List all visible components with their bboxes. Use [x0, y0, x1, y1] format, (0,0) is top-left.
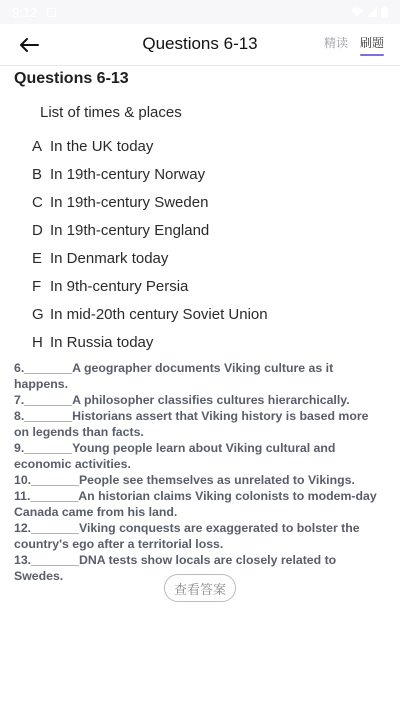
- option-item: [32, 272, 268, 300]
- tab-practice[interactable]: 刷题: [360, 34, 384, 54]
- battery-icon: [381, 7, 388, 18]
- option-text: In mid-20th century Soviet Union: [50, 305, 268, 323]
- question-item: [14, 488, 386, 520]
- option-letter: E: [32, 249, 43, 267]
- question-item: [14, 472, 386, 488]
- wifi-icon: [351, 7, 363, 17]
- question-text: People see themselves as unrelated to Vikings.: [78, 473, 355, 487]
- answer-blank: _______: [31, 521, 79, 535]
- question-list: [14, 360, 386, 584]
- mode-tabs: [324, 34, 384, 54]
- tab-intensive-reading[interactable]: 精读: [323, 36, 348, 50]
- question-text: Historians assert that Viking history is based more on legends than facts.: [14, 409, 369, 439]
- question-item: [14, 408, 386, 440]
- option-item: [32, 160, 268, 188]
- section-title: Questions 6-13: [14, 70, 129, 87]
- answer-blank: _______: [24, 361, 73, 375]
- question-number: 12.: [14, 521, 32, 535]
- question-item: [14, 520, 386, 552]
- option-letter: A: [32, 137, 43, 155]
- list-heading: List of times & places: [40, 104, 182, 121]
- page-title: Questions 6-13: [142, 34, 258, 53]
- answer-blank: _______: [31, 473, 79, 487]
- question-text: Young people learn about Viking cultural and economic activities.: [14, 441, 336, 471]
- answer-blank: _______: [24, 393, 73, 407]
- signal-icon: [367, 7, 377, 17]
- question-text: A geographer documents Viking culture as it happens.: [14, 361, 334, 391]
- question-text: DNA tests show locals are closely related to Swedes.: [14, 553, 337, 583]
- option-letter: G: [32, 305, 44, 323]
- answer-blank: _______: [24, 409, 73, 423]
- option-item: [32, 328, 268, 356]
- option-text: In 19th-century Sweden: [50, 193, 209, 211]
- option-letter: B: [32, 165, 43, 183]
- option-letter: H: [32, 333, 43, 351]
- view-answer-button[interactable]: 查看答案: [164, 574, 236, 602]
- option-text: In 19th-century England: [50, 221, 210, 239]
- option-text: In 9th-century Persia: [50, 277, 189, 295]
- option-text: In 19th-century Norway: [50, 165, 206, 183]
- option-text: In Russia today: [50, 333, 154, 351]
- question-item: [14, 392, 386, 408]
- option-letter: D: [32, 221, 43, 239]
- question-text: Viking conquests are exaggerated to bolster the country's ego after a territorial loss.: [14, 521, 360, 551]
- option-text: In the UK today: [50, 137, 154, 155]
- option-item: [32, 216, 268, 244]
- option-list: [32, 132, 268, 356]
- question-item: [14, 360, 386, 392]
- question-item: [14, 440, 386, 472]
- status-time: 9:12: [12, 4, 38, 20]
- question-number: 13.: [14, 553, 32, 567]
- answer-blank: _______: [31, 553, 79, 567]
- option-letter: F: [32, 277, 42, 295]
- answer-blank: _______: [24, 441, 73, 455]
- question-number: 8.: [14, 409, 25, 423]
- question-number: 10.: [14, 473, 32, 487]
- question-number: 6.: [14, 361, 25, 375]
- notification-icon: [47, 8, 56, 17]
- option-item: [32, 132, 268, 160]
- option-item: [32, 188, 268, 216]
- answer-blank: _______: [30, 489, 79, 503]
- option-text: In Denmark today: [50, 249, 169, 267]
- question-number: 11.: [14, 489, 31, 503]
- back-button[interactable]: [14, 30, 44, 60]
- app-bar: [0, 24, 400, 66]
- question-text: An historian claims Viking colonists to modem-day Canada came from his land.: [14, 489, 377, 519]
- option-item: [32, 300, 268, 328]
- status-bar: [0, 0, 400, 24]
- question-number: 9.: [14, 441, 25, 455]
- question-text: A philosopher classifies cultures hierarchically.: [72, 393, 350, 407]
- option-letter: C: [32, 193, 43, 211]
- option-item: [32, 244, 268, 272]
- back-arrow-icon: [19, 37, 39, 53]
- question-number: 7.: [14, 393, 25, 407]
